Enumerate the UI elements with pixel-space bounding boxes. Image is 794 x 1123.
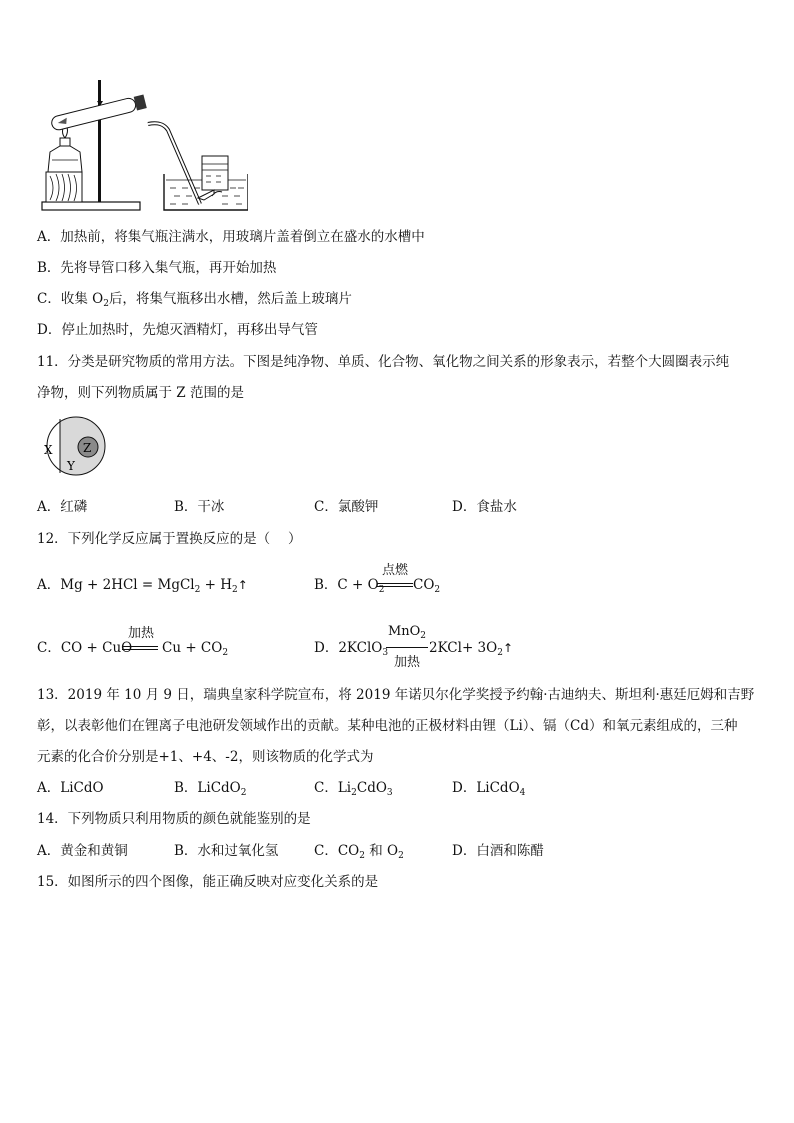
q12-option-d-condition: 加热 [393,655,420,670]
q11-stem-line1: 11．分类是研究物质的常用方法。下图是纯净物、单质、化合物、氧化物之间关系的形象表示，若整个大圆圈表示纯 [37,354,730,370]
q10-option-c: C．收集 $O_2$后，将集气瓶移出水槽，然后盖上玻璃片 [37,291,352,309]
label-y: Y [67,459,75,473]
q13-option-d: D．LiCdO$_4$ [452,780,526,798]
q12-option-a: A．Mg + 2HCl = MgCl$_2$ + $H_2↑$ [37,577,248,595]
q14-stem: 14．下列物质只利用物质的颜色就能鉴别的是 [37,811,311,827]
q13-stem-line2: 彰，以表彰他们在锂离子电池研发领域作出的贡献。某种电池的正极材料由锂（Li）、镉（Cd）和氧元素组成的，三种 [37,718,738,734]
q12-option-d-right: $2KCl+ 3O_2↑$ [429,640,514,658]
q13-stem-line3: 元素的化合价分别是+1、+4、-2，则该物质的化学式为 [37,749,374,765]
q12-option-b-condition: 点燃 [381,563,408,578]
q14-option-a: A．黄金和黄铜 [37,843,128,859]
q13-option-a: A．LiCdO [37,780,104,796]
q13-stem-line1: 13．2019 年 10 月 9 日，瑞典皇家科学院宣布，将 2019 年诺贝尔化学奖授予约翰·古迪纳夫、斯坦利·惠廷厄姆和吉野 [37,687,755,703]
q12-option-d-catalyst: MnO$_2$ [387,624,427,641]
gas-collection-apparatus-figure [38,76,248,214]
q12-option-c-reaction-line [122,646,158,650]
q12-option-c-right: $Cu + CO_2$ [162,640,229,658]
q12-option-b-right: $CO_2$ [413,577,441,595]
q12-option-d-left: D．2KClO$_3$ [314,640,389,658]
q12-option-c-left: C．CO + CuO [37,640,133,656]
q10-option-b: B．先将导管口移入集气瓶，再开始加热 [37,260,277,276]
label-x: X [44,443,53,457]
q13-option-c: C．$Li_2CdO_3$ [314,780,393,798]
q10-option-a: A．加热前，将集气瓶注满水，用玻璃片盖着倒立在盛水的水槽中 [37,229,425,245]
q11-option-b: B．干冰 [174,499,225,515]
q11-option-c: C．氯酸钾 [314,499,379,515]
q11-option-a: A．红磷 [37,499,88,515]
q12-option-b-left: B．$C + O_2$ [314,577,385,595]
q11-stem-line2: 净物，则下列物质属于 Z 范围的是 [37,385,244,401]
q12-option-c-condition: 加热 [127,626,154,641]
q14-option-d: D．白酒和陈醋 [452,843,544,859]
q15-stem: 15．如图所示的四个图像，能正确反映对应变化关系的是 [37,874,379,890]
q14-option-b: B．水和过氧化氢 [174,843,279,859]
q12-option-b-reaction-line [377,583,413,587]
label-z: Z [83,441,92,455]
classification-circle-diagram [40,416,114,476]
q12-stem: 12．下列化学反应属于置换反应的是（ ） [37,531,302,547]
q14-option-c: C．$CO_2$ 和 $O_2$ [314,843,404,861]
q11-option-d: D．食盐水 [452,499,517,515]
q12-option-d-reaction-line [386,647,428,648]
q13-option-b: B．LiCdO$_2$ [174,780,247,798]
q10-option-d: D．停止加热时，先熄灭酒精灯，再移出导气管 [37,322,318,338]
